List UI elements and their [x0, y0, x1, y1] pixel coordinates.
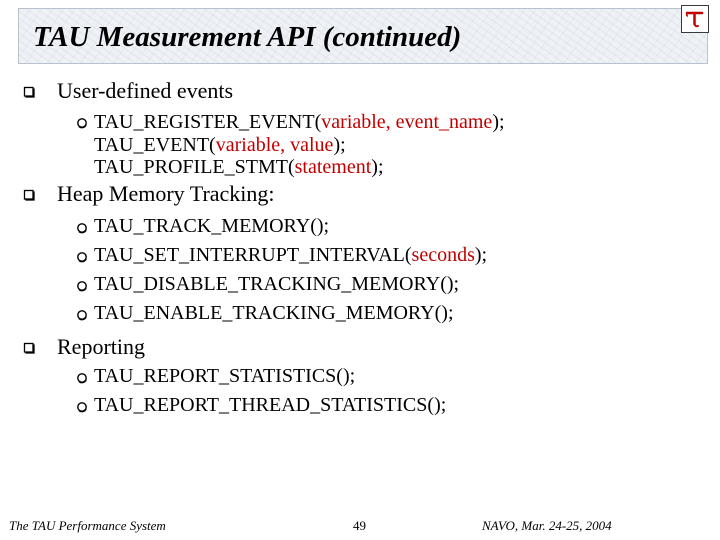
function-args: statement [294, 156, 372, 178]
circle-bullet-icon [76, 117, 88, 129]
circle-bullet-icon [76, 251, 88, 263]
page-number: 49 [353, 518, 366, 533]
function-name: TAU_DISABLE_TRACKING_MEMORY [94, 273, 441, 295]
function-name: TAU_TRACK_MEMORY [94, 215, 311, 237]
api-call: TAU_DISABLE_TRACKING_MEMORY(); [94, 273, 460, 295]
square-bullet-icon [23, 189, 35, 201]
api-call: TAU_SET_INTERRUPT_INTERVAL(seconds); [94, 244, 488, 266]
function-name: TAU_ENABLE_TRACKING_MEMORY [94, 302, 435, 324]
function-name: TAU_REPORT_THREAD_STATISTICS [94, 394, 428, 416]
api-call: TAU_PROFILE_STMT(statement); [94, 156, 384, 178]
function-args: seconds [411, 244, 475, 266]
section-label: User-defined events [57, 78, 234, 103]
api-call: TAU_EVENT(variable, value); [94, 134, 346, 156]
circle-bullet-icon [76, 222, 88, 234]
function-name: TAU_PROFILE_STMT [94, 156, 288, 178]
function-name: TAU_SET_INTERRUPT_INTERVAL [94, 244, 405, 266]
square-bullet-icon [23, 342, 35, 354]
function-name: TAU_REPORT_STATISTICS [94, 365, 337, 387]
tau-logo-icon [681, 5, 709, 33]
function-name: TAU_EVENT [94, 134, 210, 156]
api-call: TAU_TRACK_MEMORY(); [94, 215, 330, 237]
circle-bullet-icon [76, 401, 88, 413]
title-bar [18, 8, 708, 64]
api-call: TAU_ENABLE_TRACKING_MEMORY(); [94, 302, 454, 324]
api-call: TAU_REGISTER_EVENT(variable, event_name); [94, 111, 505, 133]
function-args: variable, value [215, 134, 334, 156]
circle-bullet-icon [76, 280, 88, 292]
footer-event: NAVO, Mar. 24-25, 2004 [482, 518, 612, 533]
slide-title: TAU Measurement API (continued) [33, 21, 462, 53]
function-name: TAU_REGISTER_EVENT [94, 111, 315, 133]
section-label: Reporting [57, 334, 145, 359]
api-call: TAU_REPORT_THREAD_STATISTICS(); [94, 394, 447, 416]
section-label: Heap Memory Tracking: [57, 181, 275, 206]
api-call: TAU_REPORT_STATISTICS(); [94, 365, 356, 387]
function-args: variable, event_name [321, 111, 493, 133]
circle-bullet-icon [76, 309, 88, 321]
circle-bullet-icon [76, 372, 88, 384]
footer-title: The TAU Performance System [9, 518, 166, 533]
square-bullet-icon [23, 86, 35, 98]
